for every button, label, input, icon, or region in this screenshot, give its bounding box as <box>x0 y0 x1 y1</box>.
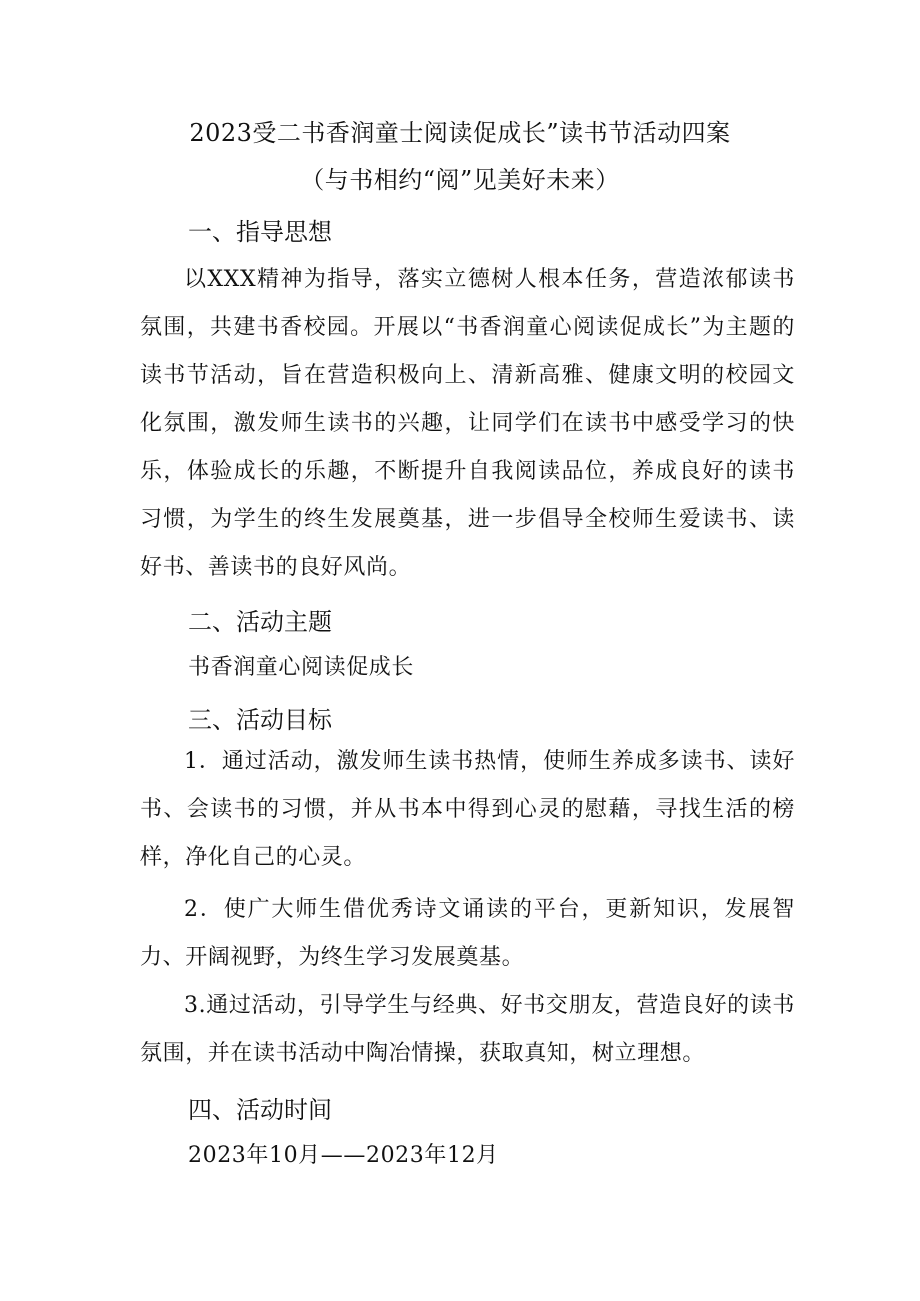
section-heading-activity-theme: 二、活动主题 <box>188 608 332 636</box>
section-heading-activity-time: 四、活动时间 <box>188 1096 332 1124</box>
section-paragraph-guiding-thought: 以XXX精神为指导，落实立德树人根本任务，营造浓郁读书氛围，共建书香校园。开展以“书香润童心阅读促成长”为主题的读书节活动，旨在营造积极向上、清新高雅、健康文明的校园文化氛围，激发师生读书的兴趣，让同学们在读书中感受学习的快乐，体验成长的乐趣，不断提升自我阅读品位，养成良好的读书习惯，为学生的终生发展奠基，进一步倡导全校师生爱读书、读好书、善读书的良好风尚。 <box>140 267 795 580</box>
activity-theme-text: 书香润童心阅读促成长 <box>188 655 415 680</box>
document-title: 2023受二书香润童士阅读促成长”读书节活动四案 <box>189 119 731 147</box>
goal-item-3: 3.通过活动，引导学生与经典、好书交朋友，营造良好的读书氛围，并在读书活动中陶冶情操，获取真知，树立理想。 <box>140 993 795 1066</box>
section-heading-guiding-thought: 一、指导思想 <box>188 218 332 246</box>
document-subtitle: （与书相约“阅”见美好未来） <box>300 166 620 194</box>
goal-item-2: 2．使广大师生借优秀诗文诵读的平台，更新知识，发展智力、开阔视野，为终生学习发展奠基。 <box>140 897 795 970</box>
section-heading-activity-goals: 三、活动目标 <box>188 706 332 734</box>
activity-time-text: 2023年10月——2023年12月 <box>188 1143 499 1168</box>
goal-item-1: 1．通过活动，激发师生读书热情，使师生养成多读书、读好书、会读书的习惯，并从书本中得到心灵的慰藉，寻找生活的榜样，净化自己的心灵。 <box>140 749 795 870</box>
